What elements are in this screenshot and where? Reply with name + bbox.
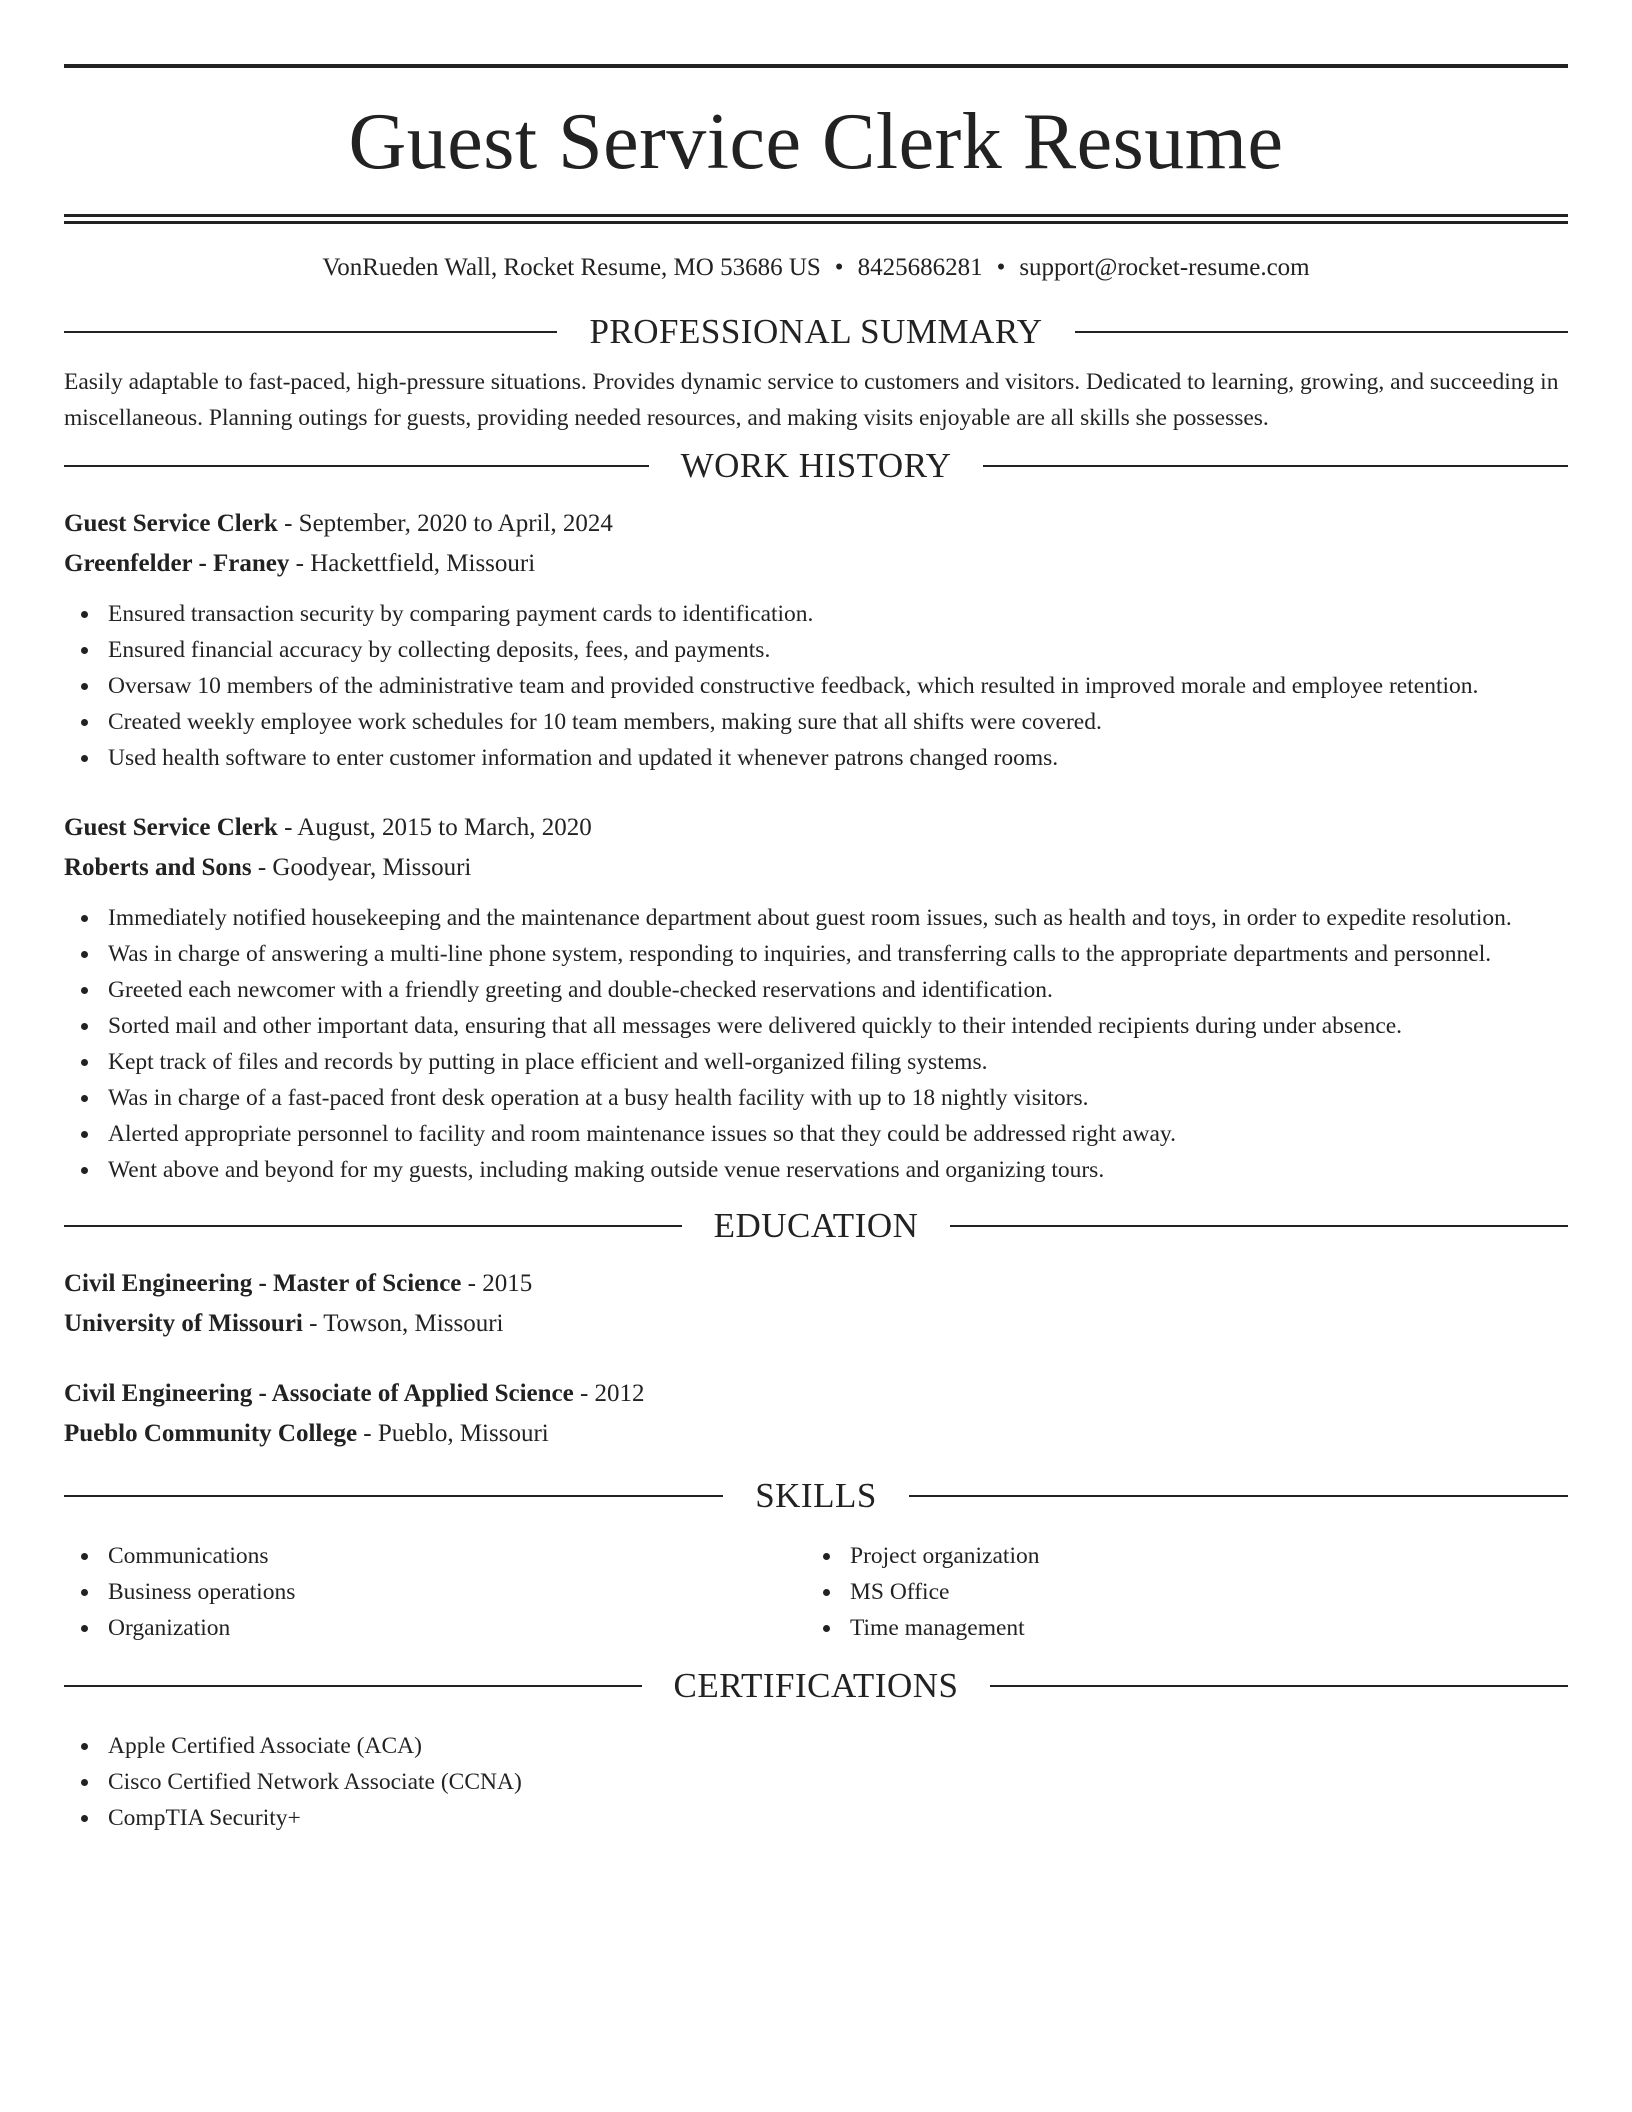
contact-phone[interactable]: 8425686281 bbox=[857, 254, 983, 281]
job-title: Guest Service Clerk bbox=[64, 510, 278, 537]
degree: Civil Engineering - Associate of Applied Science bbox=[64, 1380, 574, 1407]
job-bullet: Oversaw 10 members of the administrative team and provided constructive feedback, which resulted in improved morale and employee retention. bbox=[64, 668, 1568, 704]
degree-year: - 2015 bbox=[461, 1270, 533, 1297]
degree-line bbox=[64, 1374, 1568, 1414]
job-bullet: Greeted each newcomer with a friendly greeting and double-checked reservations and identification. bbox=[64, 972, 1568, 1008]
skill-item: Business operations bbox=[64, 1574, 806, 1610]
summary-text: Easily adaptable to fast-paced, high-pressure situations. Provides dynamic service to customers and visitors. Dedicated to learning, growing, and succeeding in miscellaneous. Planning outings for guests, providing needed resources, and making visits enjoyable are all skills she possesses. bbox=[64, 369, 1559, 431]
section-title: EDUCATION bbox=[713, 1206, 919, 1245]
school-line bbox=[64, 1304, 1568, 1344]
degree-year: - 2012 bbox=[573, 1380, 645, 1407]
skill-item: Communications bbox=[64, 1538, 806, 1574]
job-location: - Goodyear, Missouri bbox=[251, 854, 472, 881]
skill-item: Project organization bbox=[806, 1538, 1548, 1574]
certifications-list bbox=[64, 1728, 1568, 1836]
job-company: Roberts and Sons bbox=[64, 854, 252, 881]
job-bullet: Sorted mail and other important data, ensuring that all messages were delivered quickly to their intended recipients during under absence. bbox=[64, 1008, 1568, 1044]
school: Pueblo Community College bbox=[64, 1420, 358, 1447]
heading-rule bbox=[64, 1225, 682, 1227]
job-bullet: Ensured financial accuracy by collecting deposits, fees, and payments. bbox=[64, 632, 1568, 668]
heading-rule bbox=[64, 465, 649, 467]
section-heading-certifications bbox=[64, 1666, 1568, 1706]
heading-rule bbox=[950, 1225, 1568, 1227]
certification-item: Apple Certified Associate (ACA) bbox=[64, 1728, 1568, 1764]
top-rule bbox=[64, 64, 1568, 68]
skills-grid bbox=[64, 1538, 1568, 1646]
section-heading-skills bbox=[64, 1476, 1568, 1516]
job-bullet: Was in charge of a fast-paced front desk operation at a busy health facility with up to 18 nightly visitors. bbox=[64, 1080, 1568, 1116]
job-title-line bbox=[64, 808, 1568, 848]
section-title: WORK HISTORY bbox=[680, 446, 952, 485]
section-title: PROFESSIONAL SUMMARY bbox=[589, 312, 1043, 351]
skills-column-right bbox=[806, 1538, 1548, 1646]
contact-line bbox=[64, 251, 1568, 285]
job-company: Greenfelder - Franey bbox=[64, 550, 290, 577]
contact-separator: • bbox=[996, 254, 1006, 281]
school-line bbox=[64, 1414, 1568, 1454]
certification-item: CompTIA Security+ bbox=[64, 1800, 1568, 1836]
job-bullets bbox=[64, 596, 1568, 776]
education-entry bbox=[64, 1264, 1568, 1344]
certification-item: Cisco Certified Network Associate (CCNA) bbox=[64, 1764, 1568, 1800]
job-title-line bbox=[64, 504, 1568, 544]
heading-rule bbox=[990, 1685, 1568, 1687]
contact-address: VonRueden Wall, Rocket Resume, MO 53686 US bbox=[322, 254, 821, 281]
skill-item: MS Office bbox=[806, 1574, 1548, 1610]
job-entry bbox=[64, 808, 1568, 1188]
heading-rule bbox=[64, 1495, 723, 1497]
job-bullet: Immediately notified housekeeping and the maintenance department about guest room issues, such as health and toys, in order to expedite resolution. bbox=[64, 900, 1568, 936]
education-entry bbox=[64, 1374, 1568, 1454]
title-double-rule bbox=[64, 214, 1568, 224]
section-heading-work bbox=[64, 446, 1568, 486]
section-title: SKILLS bbox=[755, 1476, 877, 1515]
job-title: Guest Service Clerk bbox=[64, 814, 278, 841]
job-company-line bbox=[64, 544, 1568, 584]
heading-rule bbox=[1075, 331, 1568, 333]
resume-title: Guest Service Clerk Resume bbox=[348, 98, 1284, 186]
section-heading-education bbox=[64, 1206, 1568, 1246]
heading-rule bbox=[909, 1495, 1568, 1497]
contact-separator: • bbox=[834, 254, 844, 281]
heading-rule bbox=[983, 465, 1568, 467]
job-bullet: Created weekly employee work schedules for 10 team members, making sure that all shifts were covered. bbox=[64, 704, 1568, 740]
school-location: - Pueblo, Missouri bbox=[357, 1420, 549, 1447]
degree-line bbox=[64, 1264, 1568, 1304]
job-bullet: Went above and beyond for my guests, including making outside venue reservations and organizing tours. bbox=[64, 1152, 1568, 1188]
skills-column-left bbox=[64, 1538, 806, 1646]
skill-item: Time management bbox=[806, 1610, 1548, 1646]
job-bullets bbox=[64, 900, 1568, 1188]
job-entry bbox=[64, 504, 1568, 776]
section-title: CERTIFICATIONS bbox=[673, 1666, 959, 1705]
heading-rule bbox=[64, 331, 557, 333]
degree: Civil Engineering - Master of Science bbox=[64, 1270, 462, 1297]
job-bullet: Kept track of files and records by putting in place efficient and well-organized filing systems. bbox=[64, 1044, 1568, 1080]
school: University of Missouri bbox=[64, 1310, 303, 1337]
job-company-line bbox=[64, 848, 1568, 888]
section-heading-summary bbox=[64, 312, 1568, 352]
job-bullet: Was in charge of answering a multi-line phone system, responding to inquiries, and transferring calls to the appropriate departments and personnel. bbox=[64, 936, 1568, 972]
job-bullet: Ensured transaction security by comparing payment cards to identification. bbox=[64, 596, 1568, 632]
job-dates: - September, 2020 to April, 2024 bbox=[277, 510, 613, 537]
job-bullet: Used health software to enter customer information and updated it whenever patrons changed rooms. bbox=[64, 740, 1568, 776]
job-dates: - August, 2015 to March, 2020 bbox=[277, 814, 592, 841]
job-bullet: Alerted appropriate personnel to facility and room maintenance issues so that they could be addressed right away. bbox=[64, 1116, 1568, 1152]
job-location: - Hackettfield, Missouri bbox=[289, 550, 536, 577]
contact-email[interactable]: support@rocket-resume.com bbox=[1019, 254, 1310, 281]
skill-item: Organization bbox=[64, 1610, 806, 1646]
school-location: - Towson, Missouri bbox=[302, 1310, 504, 1337]
heading-rule bbox=[64, 1685, 642, 1687]
